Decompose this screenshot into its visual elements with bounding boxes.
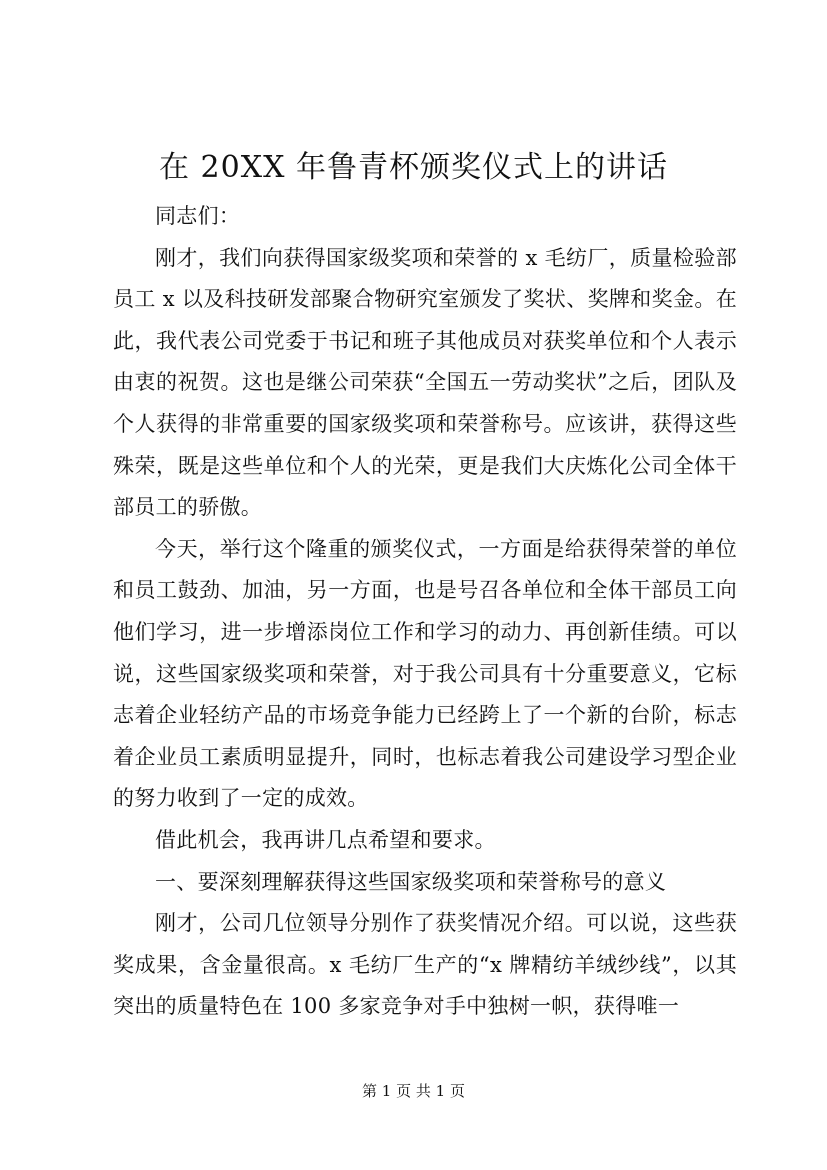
page-footer: 第 1 页 共 1 页: [362, 1082, 465, 1100]
paragraph-2: 今天，举行这个隆重的颁奖仪式，一方面是给获得荣誉的单位和员工鼓劲、加油，另一方面，也是号召各单位和全体干部员工向他们学习，进一步增添岗位工作和学习的动力、再创新佳绩。可以说，这些国家级奖项和荣誉，对于我公司具有十分重要意义，它标志着企业轻纺产品的市场竞争能力已经跨上了一个新的台阶，标志着企业员工素质明显提升，同时，也标志着我公司建设学习型企业的努力收到了一定的成效。: [113, 536, 737, 811]
section-heading: 一、要深刻理解获得这些国家级奖项和荣誉称号的意义: [155, 869, 667, 894]
document-title: 在 20XX 年鲁青杯颁奖仪式上的讲话: [159, 150, 668, 185]
document-body: [113, 196, 737, 1028]
greeting: 同志们：: [155, 204, 241, 228]
paragraph-1: 刚才，我们向获得国家级奖项和荣誉的 x 毛纺厂，质量检验部员工 x 以及科技研发部聚合物研究室颁发了奖状、奖牌和奖金。在此，我代表公司党委于书记和班子其他成员对获奖单位和个人表示由衷的祝贺。这也是继公司荣获“全国五一劳动奖状”之后，团队及个人获得的非常重要的国家级奖项和荣誉称号。应该讲，获得这些殊荣，既是这些单位和个人的光荣，更是我们大庆炼化公司全体干部员工的骄傲。: [113, 245, 737, 520]
paragraph-3: 借此机会，我再讲几点希望和要求。: [155, 827, 496, 852]
paragraph-4: 刚才，公司几位领导分别作了获奖情况介绍。可以说，这些获奖成果，含金量很高。x 毛纺厂生产的“x 牌精纺羊绒纱线”，以其突出的质量特色在 100 多家竞争对手中独树一帜，获得唯一: [113, 911, 737, 1019]
